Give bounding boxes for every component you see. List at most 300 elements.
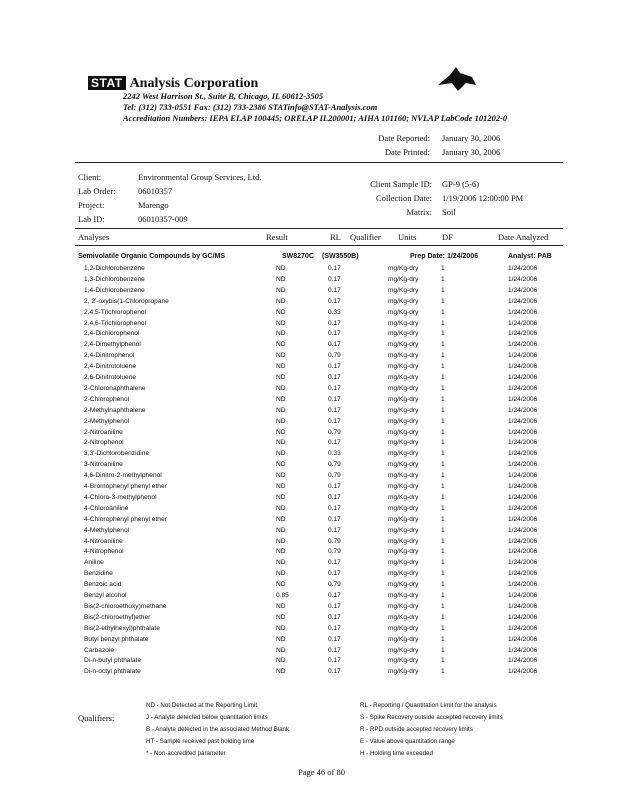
cell-df: 1 <box>441 319 445 327</box>
cell-analyte: 3-Nitroaniline <box>84 461 123 469</box>
cell-rl: 0.79 <box>328 461 341 469</box>
cell-analyte: 2,4-Dinitrotoluene <box>84 363 137 371</box>
lab-order: 06010357 <box>138 186 172 196</box>
cell-df: 1 <box>441 406 445 414</box>
cell-result: ND <box>276 341 286 349</box>
cell-df: 1 <box>441 570 445 578</box>
cell-analyte: 3,3'-Dichlorobenzidine <box>84 450 150 458</box>
table-row <box>0 276 644 287</box>
cell-rl: 0.17 <box>328 265 341 272</box>
cell-units: mg/Kg-dry <box>388 461 419 469</box>
cell-rl: 0.17 <box>328 592 341 599</box>
cell-result: ND <box>276 613 286 621</box>
date-reported: January 30, 2006 <box>442 133 501 143</box>
cell-df: 1 <box>441 395 445 403</box>
cell-units: mg/Kg-dry <box>388 472 419 480</box>
qualifier-right-2: R - RPD outside accepted recovery limits <box>360 726 473 733</box>
cell-date: 1/24/2006 <box>508 657 538 665</box>
company-contact: Tel: (312) 733-0551 Fax: (312) 733-2386 STATinfo@STAT-Analysis.com <box>123 102 378 112</box>
cell-date: 1/24/2006 <box>508 493 538 501</box>
cell-date: 1/24/2006 <box>508 602 538 610</box>
cell-result: ND <box>276 559 286 567</box>
table-row <box>0 407 644 418</box>
cell-analyte: 2-Methylphenol <box>84 417 130 425</box>
table-row <box>0 538 644 549</box>
cell-df: 1 <box>441 526 445 534</box>
cell-df: 1 <box>441 384 445 392</box>
cell-result: ND <box>276 395 286 403</box>
cell-units: mg/Kg-dry <box>388 570 419 578</box>
cell-date: 1/24/2006 <box>508 450 538 458</box>
table-row <box>0 472 644 483</box>
cell-rl: 0.17 <box>328 602 341 610</box>
client-sample-id: GP-9 (5-6) <box>442 179 480 189</box>
cell-result: ND <box>276 635 286 643</box>
table-row <box>0 309 644 320</box>
cell-df: 1 <box>441 515 445 523</box>
cell-rl: 0.33 <box>328 450 341 458</box>
cell-analyte: 2-Nitroaniline <box>84 428 123 436</box>
cell-date: 1/24/2006 <box>508 406 538 414</box>
cell-df: 1 <box>441 483 445 490</box>
cell-df: 1 <box>441 613 445 621</box>
cell-df: 1 <box>441 581 445 589</box>
lab-id-label: Lab ID: <box>78 214 105 224</box>
table-row <box>0 657 644 668</box>
cell-units: mg/Kg-dry <box>388 613 419 621</box>
table-row <box>0 287 644 298</box>
column-header-units: Units <box>398 232 417 242</box>
client-sample-id-label: Client Sample ID: <box>370 179 432 189</box>
cell-result: ND <box>276 428 286 436</box>
divider <box>75 245 563 246</box>
cell-analyte: 4-Nitrophenol <box>84 548 124 556</box>
cell-date: 1/24/2006 <box>508 384 538 392</box>
prep-date: Prep Date: 1/24/2006 <box>410 253 479 260</box>
cell-rl: 0.17 <box>328 406 341 414</box>
cell-rl: 0.17 <box>328 363 341 371</box>
cell-analyte: 2,4-Dimethylphenol <box>84 341 141 349</box>
cell-units: mg/Kg-dry <box>388 417 419 425</box>
cell-units: mg/Kg-dry <box>388 602 419 610</box>
lab-id: 06010357-009 <box>138 214 188 224</box>
cell-rl: 0.17 <box>328 526 341 534</box>
cell-result: ND <box>276 297 286 305</box>
cell-date: 1/24/2006 <box>508 548 538 556</box>
cell-result: ND <box>276 319 286 327</box>
cell-rl: 0.17 <box>328 341 341 349</box>
table-row <box>0 298 644 309</box>
cell-date: 1/24/2006 <box>508 515 538 523</box>
qualifier-left-1: J - Analyte detected below quantitation limits <box>146 714 268 721</box>
cell-units: mg/Kg-dry <box>388 668 419 676</box>
table-row <box>0 505 644 516</box>
cell-units: mg/Kg-dry <box>388 406 419 414</box>
cell-units: mg/Kg-dry <box>388 265 419 272</box>
cell-analyte: 2,4-Dichlorophenol <box>84 330 140 338</box>
cell-rl: 0.17 <box>328 319 341 327</box>
table-row <box>0 450 644 461</box>
client-label: Client: <box>78 172 102 182</box>
cell-analyte: Carbazole <box>84 646 115 654</box>
accreditation-numbers: Accreditation Numbers: IEPA ELAP 100445; ORELAP IL200001; AIHA 101160; NVLAP LabCode 101202-0 <box>123 113 508 123</box>
qualifier-right-4: H - Holding time exceeded <box>360 750 433 757</box>
qualifier-left-3: HT - Sample received past holding time <box>146 738 255 745</box>
cell-rl: 0.17 <box>328 483 341 490</box>
cell-analyte: 2-Chlorophenol <box>84 395 130 403</box>
cell-date: 1/24/2006 <box>508 613 538 621</box>
qualifiers-label: Qualifiers: <box>78 713 115 723</box>
cell-rl: 0.17 <box>328 493 341 501</box>
cell-df: 1 <box>441 646 445 654</box>
cell-date: 1/24/2006 <box>508 526 538 534</box>
cell-result: ND <box>276 515 286 523</box>
cell-df: 1 <box>441 428 445 436</box>
cell-df: 1 <box>441 417 445 425</box>
table-row <box>0 439 644 450</box>
cell-rl: 0.17 <box>328 570 341 578</box>
cell-result: ND <box>276 504 286 512</box>
cell-analyte: Bis(2-chloroethyl)ether <box>84 613 151 621</box>
cell-date: 1/24/2006 <box>508 624 538 632</box>
table-row <box>0 341 644 352</box>
cell-result: ND <box>276 330 286 338</box>
cell-units: mg/Kg-dry <box>388 286 419 294</box>
cell-df: 1 <box>441 297 445 305</box>
cell-units: mg/Kg-dry <box>388 581 419 589</box>
cell-result: ND <box>276 548 286 556</box>
cell-units: mg/Kg-dry <box>388 483 419 490</box>
cell-date: 1/24/2006 <box>508 428 538 436</box>
cell-result: ND <box>276 602 286 610</box>
cell-date: 1/24/2006 <box>508 635 538 643</box>
qualifier-right-1: S - Spike Recovery outside accepted recovery limits <box>360 714 503 721</box>
cell-analyte: 4,6-Dinitro-2-methylphenol <box>84 472 162 480</box>
cell-analyte: Bis(2-chloroethoxy)methane <box>84 602 167 610</box>
table-row <box>0 527 644 538</box>
cell-rl: 0.17 <box>328 515 341 523</box>
project-label: Project: <box>78 200 105 210</box>
lab-order-label: Lab Order: <box>78 186 116 196</box>
column-header-qualifier: Qualifier <box>350 232 381 242</box>
cell-analyte: 2-Nitrophenol <box>84 439 124 447</box>
cell-analyte: 1,4-Dichlorobenzene <box>84 286 145 294</box>
cell-date: 1/24/2006 <box>508 319 538 327</box>
table-row <box>0 494 644 505</box>
table-row <box>0 581 644 592</box>
cell-analyte: 2, 2'-oxybis(1-Chloropropane <box>84 297 169 305</box>
table-row <box>0 330 644 341</box>
cell-units: mg/Kg-dry <box>388 352 419 360</box>
divider <box>75 228 563 229</box>
matrix-label: Matrix: <box>406 207 432 217</box>
cell-df: 1 <box>441 668 445 676</box>
cell-df: 1 <box>441 286 445 294</box>
cell-result: ND <box>276 450 286 458</box>
analyst: Analyst: PAB <box>508 253 552 260</box>
column-header-result: Result <box>266 232 288 242</box>
cell-df: 1 <box>441 592 445 599</box>
cell-df: 1 <box>441 624 445 632</box>
company-logo: STAT <box>88 76 126 90</box>
table-row <box>0 418 644 429</box>
cell-result: ND <box>276 570 286 578</box>
cell-df: 1 <box>441 265 445 272</box>
client-name: Environmental Group Services, Ltd. <box>138 172 262 182</box>
cell-date: 1/24/2006 <box>508 537 538 545</box>
page-number: Page 46 of 80 <box>298 767 345 777</box>
cell-date: 1/24/2006 <box>508 417 538 425</box>
cell-date: 1/24/2006 <box>508 504 538 512</box>
table-row <box>0 614 644 625</box>
column-header-analyses: Analyses <box>78 232 110 242</box>
cell-rl: 0.79 <box>328 428 341 436</box>
cell-units: mg/Kg-dry <box>388 526 419 534</box>
cell-result: ND <box>276 417 286 425</box>
cell-date: 1/24/2006 <box>508 395 538 403</box>
cell-analyte: Aniline <box>84 559 104 567</box>
cell-analyte: Benzidine <box>84 570 113 578</box>
cell-result: ND <box>276 352 286 360</box>
cell-rl: 0.17 <box>328 624 341 632</box>
table-row <box>0 320 644 331</box>
cell-result: ND <box>276 526 286 534</box>
table-row <box>0 592 644 603</box>
cell-result: ND <box>276 581 286 589</box>
cell-df: 1 <box>441 308 445 316</box>
qualifier-left-2: B - Analyte detected in the associated Method Blank <box>146 726 290 733</box>
cell-rl: 0.79 <box>328 537 341 545</box>
cell-units: mg/Kg-dry <box>388 341 419 349</box>
cell-df: 1 <box>441 330 445 338</box>
cell-rl: 0.17 <box>328 439 341 447</box>
table-row <box>0 516 644 527</box>
cell-result: ND <box>276 472 286 480</box>
cell-rl: 0.17 <box>328 635 341 643</box>
date-printed: January 30, 2006 <box>442 147 501 157</box>
cell-result: ND <box>276 493 286 501</box>
cell-analyte: 1,3-Dichlorobenzene <box>84 275 145 283</box>
cell-df: 1 <box>441 537 445 545</box>
cell-analyte: 2,6-Dinitrotoluene <box>84 374 137 381</box>
cell-df: 1 <box>441 461 445 469</box>
cell-date: 1/24/2006 <box>508 461 538 469</box>
cell-analyte: 4-Bromophenyl phenyl ether <box>84 483 167 490</box>
cell-units: mg/Kg-dry <box>388 548 419 556</box>
date-reported-label: Date Reported: <box>378 133 430 143</box>
qualifier-left-0: ND - Not Detected at the Reporting Limit <box>146 702 258 709</box>
cell-result: ND <box>276 286 286 294</box>
cell-result: ND <box>276 275 286 283</box>
cell-df: 1 <box>441 657 445 665</box>
bird-logo-icon <box>436 63 478 93</box>
cell-df: 1 <box>441 341 445 349</box>
cell-result: ND <box>276 461 286 469</box>
cell-date: 1/24/2006 <box>508 363 538 371</box>
cell-result: ND <box>276 646 286 654</box>
cell-rl: 0.17 <box>328 559 341 567</box>
cell-date: 1/24/2006 <box>508 472 538 480</box>
cell-units: mg/Kg-dry <box>388 624 419 632</box>
cell-analyte: 2,4,5-Trichlorophenol <box>84 308 147 316</box>
cell-df: 1 <box>441 602 445 610</box>
cell-units: mg/Kg-dry <box>388 515 419 523</box>
table-row <box>0 559 644 570</box>
cell-date: 1/24/2006 <box>508 559 538 567</box>
table-row <box>0 374 644 385</box>
cell-date: 1/24/2006 <box>508 297 538 305</box>
cell-rl: 0.17 <box>328 297 341 305</box>
cell-rl: 0.17 <box>328 504 341 512</box>
cell-rl: 0.79 <box>328 472 341 480</box>
table-row <box>0 265 644 276</box>
cell-analyte: Benzoic acid <box>84 581 122 589</box>
cell-result: ND <box>276 265 286 272</box>
cell-rl: 0.17 <box>328 395 341 403</box>
cell-units: mg/Kg-dry <box>388 297 419 305</box>
cell-analyte: Butyl benzyl phthalate <box>84 635 149 643</box>
cell-df: 1 <box>441 548 445 556</box>
prep-method: (SW3550B) <box>322 253 359 260</box>
cell-analyte: 2,4-Dinitrophenol <box>84 352 135 360</box>
cell-result: ND <box>276 439 286 447</box>
cell-rl: 0.17 <box>328 417 341 425</box>
method-code: SW8270C <box>282 253 314 260</box>
table-row <box>0 483 644 494</box>
cell-units: mg/Kg-dry <box>388 592 419 599</box>
cell-result: ND <box>276 624 286 632</box>
cell-rl: 0.17 <box>328 646 341 654</box>
cell-units: mg/Kg-dry <box>388 504 419 512</box>
cell-date: 1/24/2006 <box>508 341 538 349</box>
cell-units: mg/Kg-dry <box>388 493 419 501</box>
column-header-df: DF <box>442 232 453 242</box>
cell-df: 1 <box>441 635 445 643</box>
table-row <box>0 429 644 440</box>
cell-rl: 0.17 <box>328 668 341 676</box>
cell-units: mg/Kg-dry <box>388 275 419 283</box>
cell-rl: 0.79 <box>328 548 341 556</box>
cell-analyte: 4-Chloroaniline <box>84 504 129 512</box>
cell-rl: 0.17 <box>328 657 341 665</box>
cell-units: mg/Kg-dry <box>388 319 419 327</box>
collection-date: 1/19/2006 12:00:00 PM <box>442 193 524 203</box>
cell-date: 1/24/2006 <box>508 646 538 654</box>
cell-analyte: 4-Methylphenol <box>84 526 130 534</box>
cell-df: 1 <box>441 504 445 512</box>
cell-date: 1/24/2006 <box>508 439 538 447</box>
collection-date-label: Collection Date: <box>376 193 432 203</box>
cell-date: 1/24/2006 <box>508 374 538 381</box>
cell-result: ND <box>276 537 286 545</box>
cell-date: 1/24/2006 <box>508 352 538 360</box>
cell-rl: 0.17 <box>328 330 341 338</box>
cell-units: mg/Kg-dry <box>388 559 419 567</box>
cell-rl: 0.79 <box>328 581 341 589</box>
cell-analyte: Benzyl alcohol <box>84 592 127 599</box>
column-header-rl: RL <box>330 232 341 242</box>
cell-units: mg/Kg-dry <box>388 657 419 665</box>
qualifier-right-3: E - Value above quantitation range <box>360 738 455 745</box>
table-row <box>0 548 644 559</box>
method-name: Semivolatile Organic Compounds by GC/MS <box>78 253 226 260</box>
table-row <box>0 647 644 658</box>
cell-result: 0.85 <box>276 592 289 599</box>
cell-rl: 0.33 <box>328 308 341 316</box>
table-row <box>0 461 644 472</box>
company-address: 2242 West Harrison St., Suite B, Chicago, IL 60612-3505 <box>123 91 324 101</box>
cell-units: mg/Kg-dry <box>388 537 419 545</box>
cell-df: 1 <box>441 493 445 501</box>
company-header <box>88 74 258 92</box>
cell-analyte: Di-n-octyl phthalate <box>84 668 141 676</box>
cell-df: 1 <box>441 275 445 283</box>
cell-date: 1/24/2006 <box>508 483 538 490</box>
date-printed-label: Date Printed: <box>384 147 430 157</box>
cell-units: mg/Kg-dry <box>388 450 419 458</box>
table-row <box>0 385 644 396</box>
cell-df: 1 <box>441 352 445 360</box>
cell-result: ND <box>276 406 286 414</box>
table-row <box>0 668 644 679</box>
cell-result: ND <box>276 363 286 371</box>
cell-df: 1 <box>441 363 445 371</box>
column-header-date-analyzed: Date Analyzed <box>498 232 549 242</box>
cell-analyte: 4-Chlorophenyl phenyl ether <box>84 515 167 523</box>
cell-result: ND <box>276 308 286 316</box>
qualifier-right-0: RL - Reporting / Quantitation Limit for the analysis <box>360 702 497 709</box>
cell-units: mg/Kg-dry <box>388 635 419 643</box>
table-row <box>0 363 644 374</box>
divider <box>75 162 563 163</box>
cell-df: 1 <box>441 559 445 567</box>
cell-result: ND <box>276 374 286 381</box>
cell-date: 1/24/2006 <box>508 592 538 599</box>
cell-units: mg/Kg-dry <box>388 428 419 436</box>
cell-result: ND <box>276 483 286 490</box>
cell-rl: 0.79 <box>328 352 341 360</box>
cell-result: ND <box>276 668 286 676</box>
cell-units: mg/Kg-dry <box>388 395 419 403</box>
cell-rl: 0.17 <box>328 286 341 294</box>
table-row <box>0 352 644 363</box>
cell-analyte: Bis(2-ethylhexyl)phthalate <box>84 624 160 632</box>
cell-date: 1/24/2006 <box>508 308 538 316</box>
cell-date: 1/24/2006 <box>508 668 538 676</box>
cell-analyte: Di-n-butyl phthalate <box>84 657 142 665</box>
cell-analyte: 4-Nitroaniline <box>84 537 123 545</box>
cell-units: mg/Kg-dry <box>388 439 419 447</box>
table-row <box>0 625 644 636</box>
table-row <box>0 396 644 407</box>
cell-date: 1/24/2006 <box>508 581 538 589</box>
cell-units: mg/Kg-dry <box>388 330 419 338</box>
cell-units: mg/Kg-dry <box>388 363 419 371</box>
cell-date: 1/24/2006 <box>508 275 538 283</box>
project: Marengo <box>138 200 169 210</box>
cell-date: 1/24/2006 <box>508 570 538 578</box>
cell-units: mg/Kg-dry <box>388 374 419 381</box>
matrix: Soil <box>442 207 456 217</box>
cell-df: 1 <box>441 439 445 447</box>
cell-date: 1/24/2006 <box>508 265 538 272</box>
cell-units: mg/Kg-dry <box>388 384 419 392</box>
cell-units: mg/Kg-dry <box>388 308 419 316</box>
cell-result: ND <box>276 657 286 665</box>
table-row <box>0 636 644 647</box>
company-name: Analysis Corporation <box>129 76 259 91</box>
qualifier-left-4: * - Non-accredited parameter <box>146 750 226 757</box>
